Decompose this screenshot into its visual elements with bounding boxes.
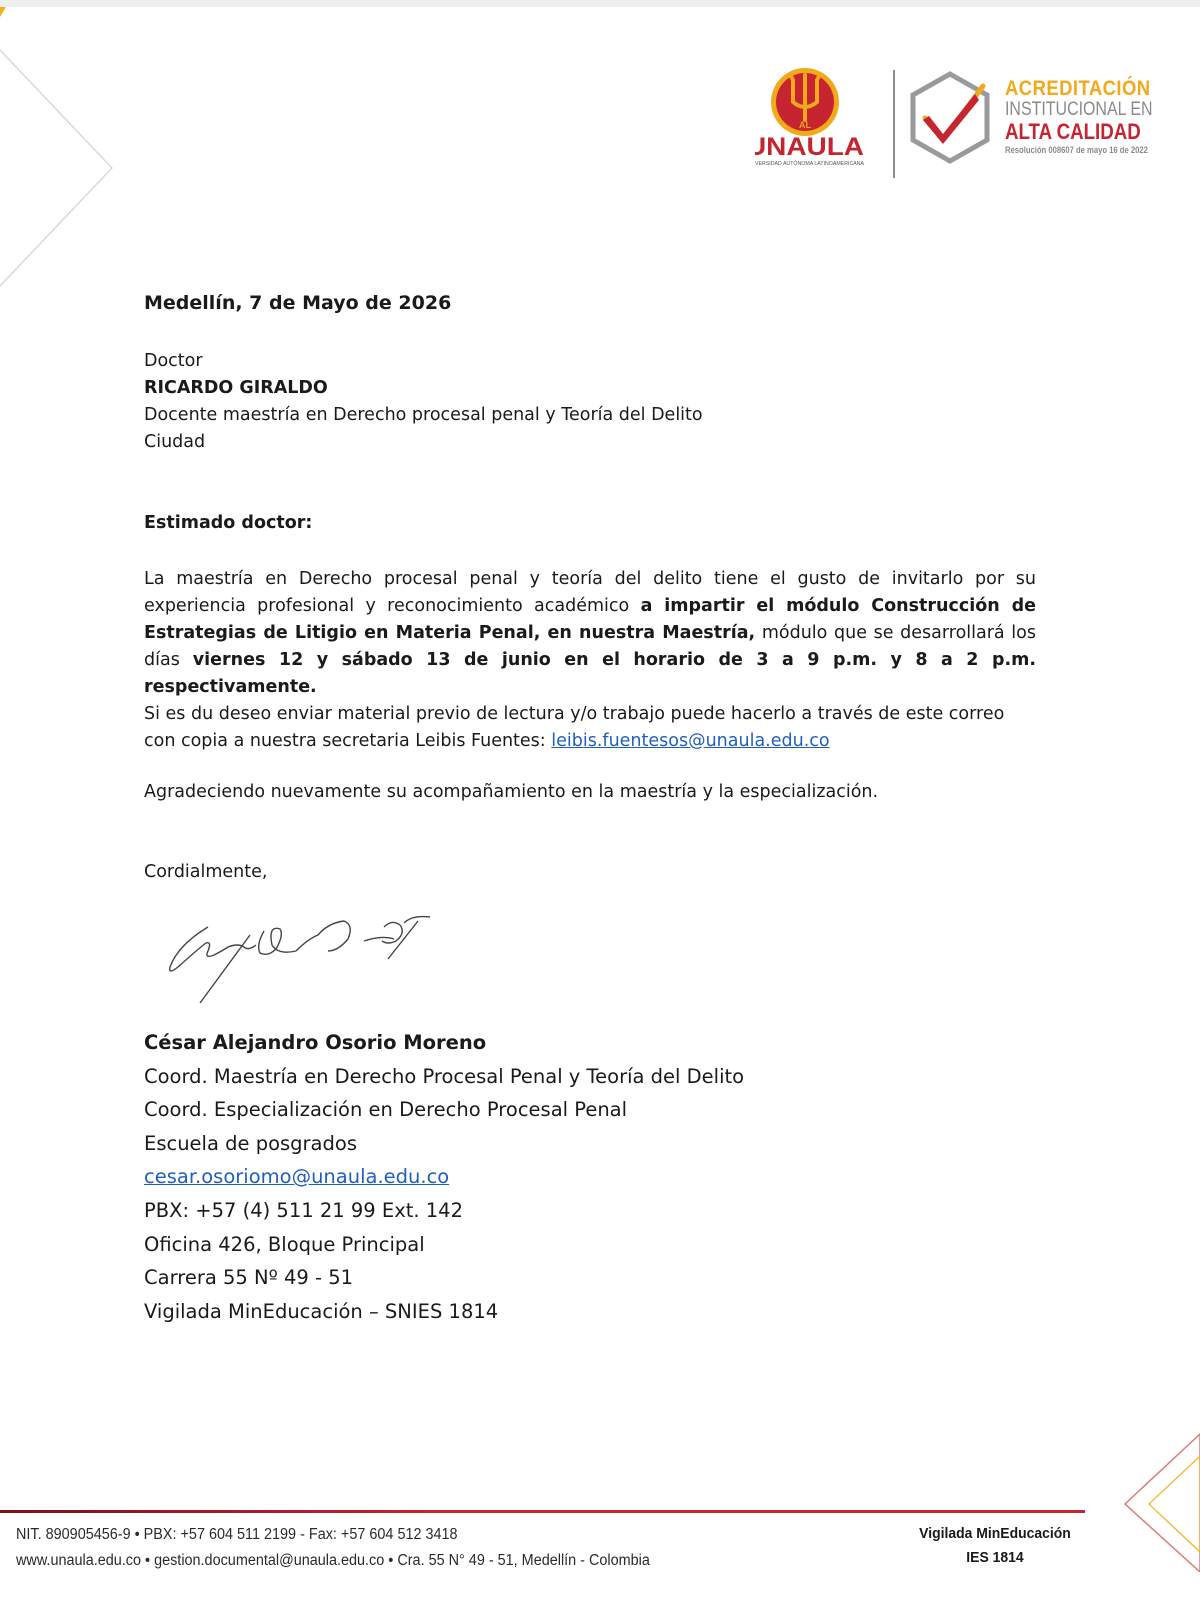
sender-name: César Alejandro Osorio Moreno	[144, 1031, 487, 1054]
accreditation-line2: INSTITUCIONAL EN	[1005, 99, 1153, 120]
footer-divider	[0, 1510, 1085, 1513]
accreditation-line3: ALTA CALIDAD	[1005, 119, 1141, 144]
sender-office: Oficina 426, Bloque Principal	[144, 1232, 425, 1256]
sender-address: Carrera 55 Nº 49 - 51	[144, 1266, 354, 1290]
sender-role-1: Coord. Maestría en Derecho Procesal Penal y Teoría del Delito	[144, 1064, 745, 1088]
sender-phone: PBX: +57 (4) 511 21 99 Ext. 142	[144, 1198, 463, 1222]
sender-school: Escuela de posgrados	[144, 1131, 357, 1155]
accreditation-line1: ACREDITACIÓN	[1005, 77, 1151, 100]
invitation-module: a impartir el módulo Construcción de Estrategias de Litigio en Materia Penal, en nuestra Maestría,	[144, 596, 1036, 643]
accreditation-logo	[905, 70, 1155, 170]
logo-divider	[893, 70, 895, 178]
recipient-role: Docente maestría en Derecho procesal penal y Teoría del Delito	[144, 405, 703, 425]
footer-line-2: www.unaula.edu.co • gestion.documental@unaula.edu.co • Cra. 55 N° 49 - 51, Medellín - Colombia	[16, 1552, 650, 1569]
invitation-schedule: viernes 12 y sábado 13 de junio en el horario de 3 a 9 p.m. y 8 a 2 p.m. respectivamente.	[144, 650, 1036, 697]
signature	[168, 905, 448, 1015]
recipient-city: Ciudad	[144, 432, 206, 452]
footer-right-1: Vigilada MinEducación	[919, 1525, 1071, 1542]
material-paragraph	[144, 701, 1036, 755]
logo-emblem-letters: AL	[799, 120, 811, 130]
secretary-email-link[interactable]: leibis.fuentesos@unaula.edu.co	[551, 731, 830, 751]
invitation-text-2: módulo que se desarrollará los días	[144, 623, 1036, 670]
decorative-diamond-right	[1105, 1432, 1200, 1572]
check-badge-icon	[905, 70, 995, 165]
recipient-name: RICARDO GIRALDO	[144, 378, 328, 398]
footer-supervision	[905, 1522, 1085, 1570]
sender-email-link[interactable]: cesar.osoriomo@unaula.edu.co	[144, 1165, 450, 1189]
footer-contact	[16, 1522, 698, 1574]
closing: Cordialmente,	[144, 862, 268, 882]
letter-date: Medellín, 7 de Mayo de 2026	[144, 292, 452, 314]
sender-supervision: Vigilada MinEducación – SNIES 1814	[144, 1299, 499, 1323]
logo-subtitle: UNIVERSIDAD AUTÓNOMA LATINOAMERICANA	[755, 161, 859, 167]
logo-name: UNAULA	[755, 133, 864, 161]
recipient-block	[144, 348, 703, 456]
sender-block	[144, 1026, 744, 1328]
corner-accent	[0, 7, 6, 17]
recipient-salutation: Doctor	[144, 351, 203, 371]
invitation-text-1: La maestría en Derecho procesal penal y teoría del delito tiene el gusto de invitarlo por su experiencia profesional y reconocimiento académico	[144, 569, 1036, 616]
material-text: Si es du deseo enviar material previo de lectura y/o trabajo puede hacerlo a través de este correo con copia a nuestra secretaria Leibis Fuentes:	[144, 704, 1005, 751]
sender-role-2: Coord. Especialización en Derecho Procesal Penal	[144, 1098, 628, 1122]
top-edge	[0, 0, 1200, 7]
unaula-logo	[755, 66, 885, 178]
footer-line-1: NIT. 890905456-9 • PBX: +57 604 511 2199 - Fax: +57 604 512 3418	[16, 1526, 458, 1543]
decorative-diamond-left	[0, 30, 120, 290]
accreditation-resolution: Resolución 008607 de mayo 16 de 2022	[1005, 145, 1148, 155]
greeting: Estimado doctor:	[144, 513, 313, 533]
footer-right-2: IES 1814	[966, 1549, 1024, 1566]
invitation-paragraph	[144, 566, 1036, 701]
thanks-paragraph: Agradeciendo nuevamente su acompañamiento en la maestría y la especialización.	[144, 782, 879, 802]
